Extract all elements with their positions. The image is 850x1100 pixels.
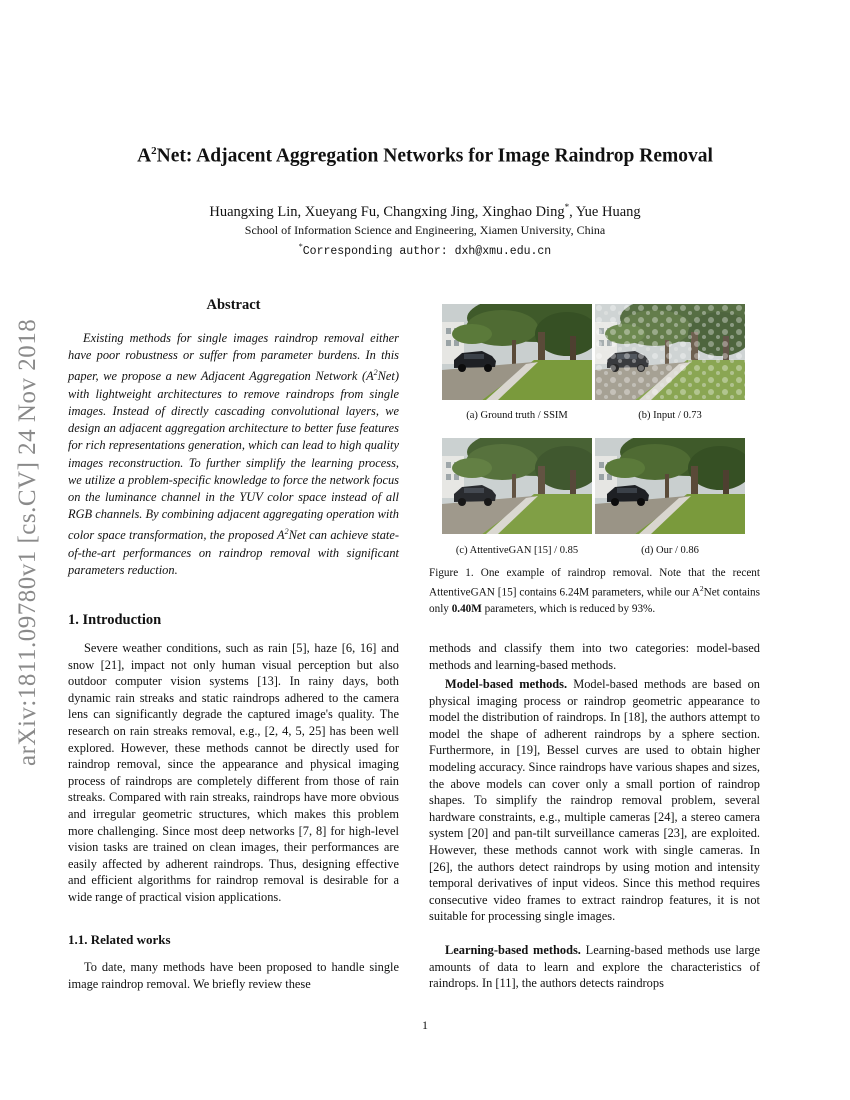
intro-paragraph: Severe weather conditions, such as rain [5], haze [6, 16] and snow [21], impact not only human visual perception but also outdoor computer vision systems [13]. In rainy days, both dynamic rain streaks and static raindrops adhered to the camera lens can significantly degrade the captured image's quality. The research on rain streaks removal, e.g., [2, 4, 5, 25] has been well explored. However, these methods cannot be directly used for raindrop removal, since the appearance and physical imaging process of raindrops are completely different from those of rain streaks. Compared with rain streaks, raindrops have more obvious and irregular geometric structures, which makes this problem more challenging. Since most deep networks [7, 8] for high-level vision tasks are trained on clean images, their performances are easily affected by adherent raindrops. Thus, designing effective and efficient algorithms for raindrop removal is desirable for a wide range of practical vision applications. xyxy=(68,641,399,904)
page-number: 1 xyxy=(422,1018,428,1032)
abstract-heading: Abstract xyxy=(206,297,261,313)
model-based-paragraph: Model-based methods. Model-based methods are based on physical imaging process or raindrop geometric appearance to model the distribution of raindrops. In [18], the authors attempt to model the shape of adherent raindrops by a sphere section. Furthermore, in [19], Bessel curves are used to obtain higher modeling accuracy. Since raindrops have various shapes and sizes, the above models can cover only a small portion of raindrop shapes. To simplify the raindrop removal problem, several hardware constraints, e.g., multiple cameras [24], a stereo camera system [20] and pan-tilt surveillance cameras [23], are exploited. However, these methods cannot work with single cameras. In [26], the authors detect raindrops by using motion and intensity temporal derivatives of input videos. Since this method requires consecutive video frames to extract raindrop features, it is not suitable for processing single images. xyxy=(429,677,760,924)
learning-based-label: Learning-based methods. xyxy=(445,943,581,957)
model-based-label: Model-based methods. xyxy=(445,677,568,691)
section-heading-introduction: 1. Introduction xyxy=(68,612,162,628)
subcaption-d: (d) Our / 0.86 xyxy=(641,545,699,556)
arxiv-stamp-text: arXiv:1811.09780v1 [cs.CV] 24 Nov 2018 xyxy=(14,318,41,766)
arxiv-stamp xyxy=(2,290,46,770)
subcaption-b: (b) Input / 0.73 xyxy=(638,410,702,421)
paper-title: $A^2Net$: Adjacent Aggregation Networks for Image Raindrop Removal xyxy=(137,145,713,167)
subcaption-a: (a) Ground truth / SSIM xyxy=(466,410,568,421)
affiliation: School of Information Science and Engineering, Xiamen University, China xyxy=(244,223,606,237)
figure-caption: Figure 1. One example of raindrop removal. Note that the recent AttentiveGAN [15] contains 6.24M parameters, while our $A^2Net$ contains only 0.40M parameters, which is reduced by 93%. xyxy=(429,567,761,615)
right-column-continuation: methods and classify them into two categories: model-based methods and learning-based methods. xyxy=(429,641,760,672)
figure-image-attentivegan xyxy=(442,438,592,534)
learning-based-paragraph: Learning-based methods. Learning-based methods use large amounts of data to learn and explore the characteristics of raindrops. In [11], the authors detects raindrops xyxy=(429,943,761,991)
subsection-heading-related-works: 1.1. Related works xyxy=(68,932,171,947)
abstract-body: Existing methods for single images raindrop removal either have poor robustness or suffer from parameter burdens. In this paper, we propose a new Adjacent Aggregation Network $(A^2Net)$ with lightweight architectures to remove raindrops from single images. Instead of directly cascading convolutional layers, we design an adjacent aggregation architecture to better fuse features for rich representations generation, which can lead to high quality images reconstruction. To further simplify the learning process, we utilize a problem-specific knowledge to force the network focus on the luminance channel in the YUV color space instead of all RGB channels. By combining adjacent aggregating operation with color space transformation, the proposed $A^2Net$ can achieve state-of-the-art performances on raindrop removal with significant parameters reduction. xyxy=(68,331,400,577)
figure-image-ground-truth xyxy=(442,304,592,400)
subcaption-c: (c) AttentiveGAN [15] / 0.85 xyxy=(455,545,579,556)
related-works-paragraph: To date, many methods have been proposed to handle single image raindrop removal. We briefly review these xyxy=(68,960,399,991)
author-list: Huangxing Lin, Xueyang Fu, Changxing Jing, Xinghao Ding*, Yue Huang xyxy=(209,202,641,220)
corresponding-author: *Corresponding author: dxh@xmu.edu.cn xyxy=(298,242,552,258)
figure-image-ours xyxy=(595,438,745,534)
figure-image-input xyxy=(595,304,745,400)
